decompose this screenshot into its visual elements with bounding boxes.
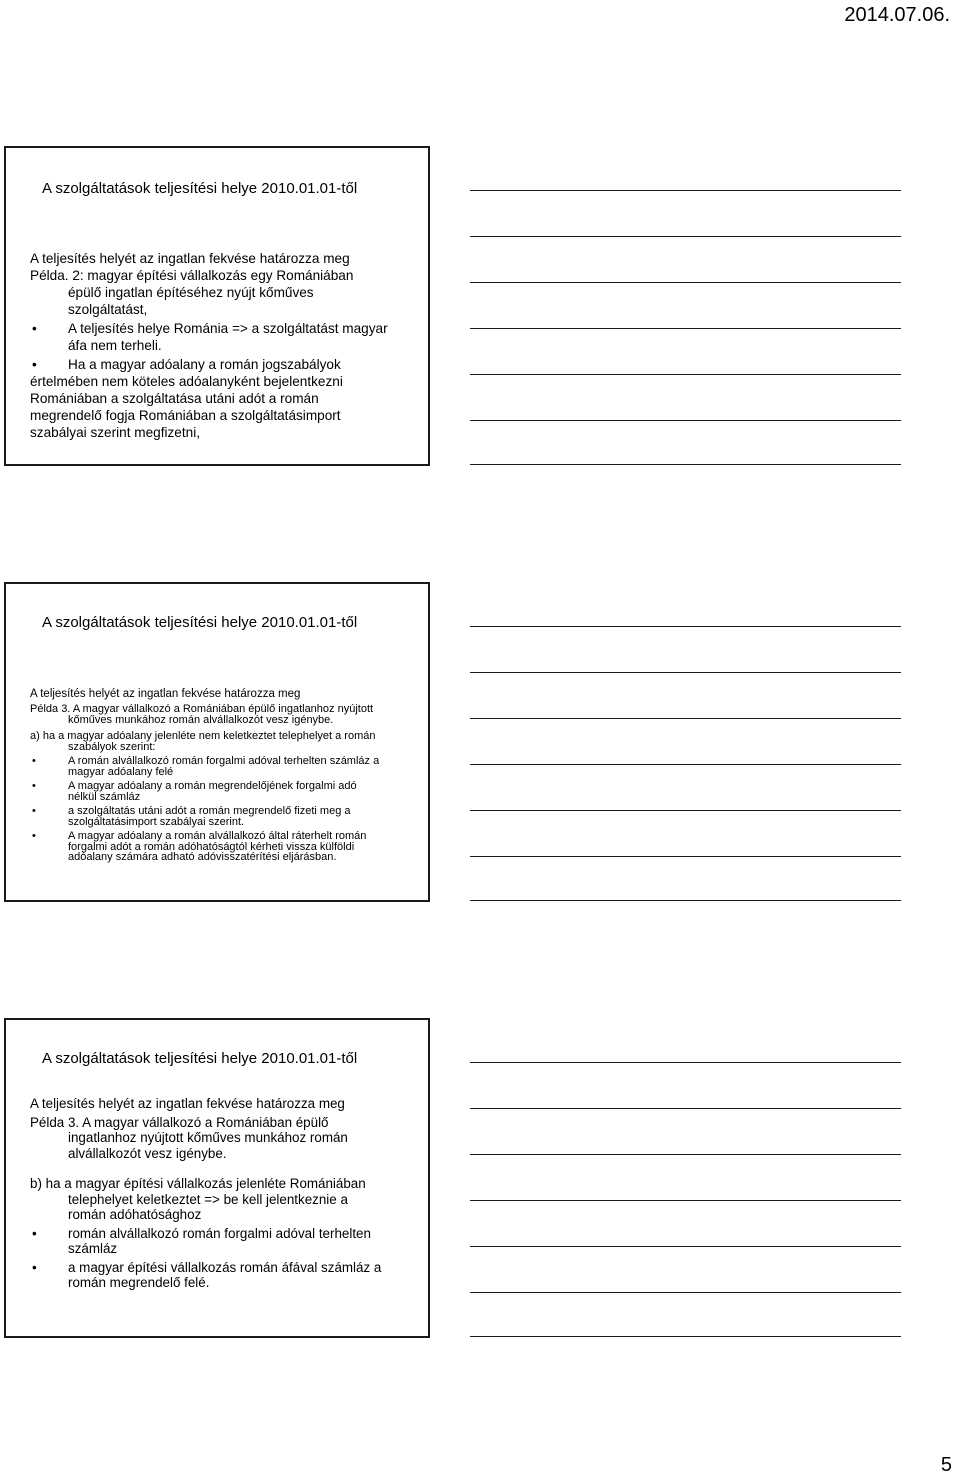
slide-body	[30, 250, 420, 441]
note-line	[470, 1336, 901, 1337]
slide-body	[30, 688, 420, 863]
slide-body	[30, 1096, 420, 1291]
note-line	[470, 718, 901, 719]
case-text: román adóhatósághoz	[68, 1207, 202, 1222]
bullet-item	[30, 756, 420, 777]
page-number: 5	[940, 1454, 952, 1476]
note-line	[470, 374, 901, 375]
note-line	[470, 236, 901, 237]
note-line	[470, 626, 901, 627]
bullet-item	[30, 831, 420, 863]
note-line	[470, 810, 901, 811]
notes-lines	[470, 146, 901, 466]
bullet-icon: •	[32, 1259, 37, 1275]
note-line	[470, 190, 901, 191]
bullet-text: Ha a magyar adóalany a román jogszabályok	[68, 357, 341, 372]
bullet-icon: •	[32, 805, 36, 817]
bullet-text: a szolgáltatás utáni adót a román megrendelő fizeti meg a	[68, 805, 351, 817]
bullet-text: A magyar adóalany a román alvállalkozó által ráterhelt román	[68, 830, 367, 842]
case-text: szabályok szerint:	[68, 740, 156, 753]
bullet-text: szolgáltatásimport szabályai szerint.	[68, 815, 245, 828]
slide-1	[4, 146, 430, 466]
case-text: telephelyet keletkeztet => be kell jelentkeznie a	[68, 1191, 348, 1207]
note-line	[470, 672, 901, 673]
example-text: ingatlanhoz nyújtott kőműves munkához román	[68, 1130, 348, 1145]
case-text: a) ha a magyar adóalany jelenléte nem keletkeztet telephelyet a román	[30, 730, 376, 742]
example-text: Példa. 2: magyar építési vállalkozás egy Romániában	[30, 268, 354, 283]
note-line	[470, 1200, 901, 1201]
bullet-text: Romániában a szolgáltatása utáni adót a román	[30, 391, 319, 406]
print-date: 2014.07.06.	[844, 4, 950, 26]
slide-title: A szolgáltatások teljesítési helye 2010.01.01-től	[42, 180, 358, 197]
slide-title: A szolgáltatások teljesítési helye 2010.01.01-től	[42, 1050, 358, 1067]
bullet-text: értelmében nem köteles adóalanyként bejelentkezni	[30, 374, 343, 389]
bullet-item	[30, 320, 420, 354]
bullet-text: A teljesítés helye Románia => a szolgáltatást magyar	[68, 321, 388, 336]
bullet-text: magyar adóalany felé	[68, 765, 174, 778]
bullet-text: áfa nem terheli.	[68, 338, 162, 353]
example-text: épülő ingatlan építéséhez nyújt kőműves	[68, 285, 314, 300]
bullet-text: szabályai szerint megfizetni,	[30, 425, 200, 440]
example-text: szolgáltatást,	[68, 302, 148, 317]
example-text: Példa 3. A magyar vállalkozó a Romániában épülő ingatlanhoz nyújtott	[30, 703, 374, 715]
bullet-icon: •	[32, 780, 36, 792]
note-line	[470, 1062, 901, 1063]
slide-title: A szolgáltatások teljesítési helye 2010.01.01-től	[42, 614, 358, 631]
bullet-text: nélkül számláz	[68, 790, 141, 803]
bullet-icon: •	[32, 321, 37, 336]
bullet-icon: •	[32, 755, 36, 767]
bullet-text: a magyar építési vállalkozás román áfával számláz a	[68, 1259, 382, 1275]
note-line	[470, 282, 901, 283]
example-text: alvállalkozót vesz igénybe.	[68, 1145, 227, 1161]
bullet-item	[30, 1226, 420, 1257]
bullet-item	[30, 781, 420, 802]
case-text: b) ha a magyar építési vállalkozás jelenléte Romániában	[30, 1176, 366, 1191]
intro-text: A teljesítés helyét az ingatlan fekvése határozza meg	[30, 1096, 345, 1111]
example-text: Példa 3. A magyar vállalkozó a Romániában épülő	[30, 1114, 329, 1130]
bullet-icon: •	[32, 357, 37, 372]
bullet-text: A román alvállalkozó román forgalmi adóval terhelten számláz a	[68, 755, 380, 767]
note-line	[470, 764, 901, 765]
note-line	[470, 856, 901, 857]
note-line	[470, 464, 901, 465]
note-line	[470, 1246, 901, 1247]
notes-lines	[470, 582, 901, 902]
bullet-icon: •	[32, 1225, 37, 1241]
bullet-text: A magyar adóalany a román megrendelőjének forgalmi adó	[68, 780, 357, 792]
note-line	[470, 420, 901, 421]
bullet-item	[30, 356, 420, 441]
bullet-item	[30, 1260, 420, 1291]
note-line	[470, 1154, 901, 1155]
slide-2	[4, 582, 430, 902]
bullet-text: román megrendelő felé.	[68, 1275, 210, 1290]
bullet-text: számláz	[68, 1241, 118, 1256]
bullet-icon: •	[32, 830, 36, 842]
notes-lines	[470, 1018, 901, 1338]
bullet-text: román alvállalkozó román forgalmi adóval terhelten	[68, 1225, 371, 1241]
bullet-text: forgalmi adót a román adóhatóságtól kérheti vissza külföldi	[68, 840, 355, 853]
note-line	[470, 328, 901, 329]
example-text: kőműves munkához román alvállalkozót vesz igénybe.	[68, 713, 334, 726]
bullet-item	[30, 806, 420, 827]
bullet-text: megrendelő fogja Romániában a szolgáltatásimport	[30, 408, 341, 423]
intro-text: A teljesítés helyét az ingatlan fekvése határozza meg	[30, 688, 301, 700]
note-line	[470, 900, 901, 901]
intro-text: A teljesítés helyét az ingatlan fekvése határozza meg	[30, 251, 350, 266]
bullet-text: adóalany számára adható adóvisszatérítési eljárásban.	[68, 851, 337, 863]
note-line	[470, 1292, 901, 1293]
slide-3	[4, 1018, 430, 1338]
note-line	[470, 1108, 901, 1109]
